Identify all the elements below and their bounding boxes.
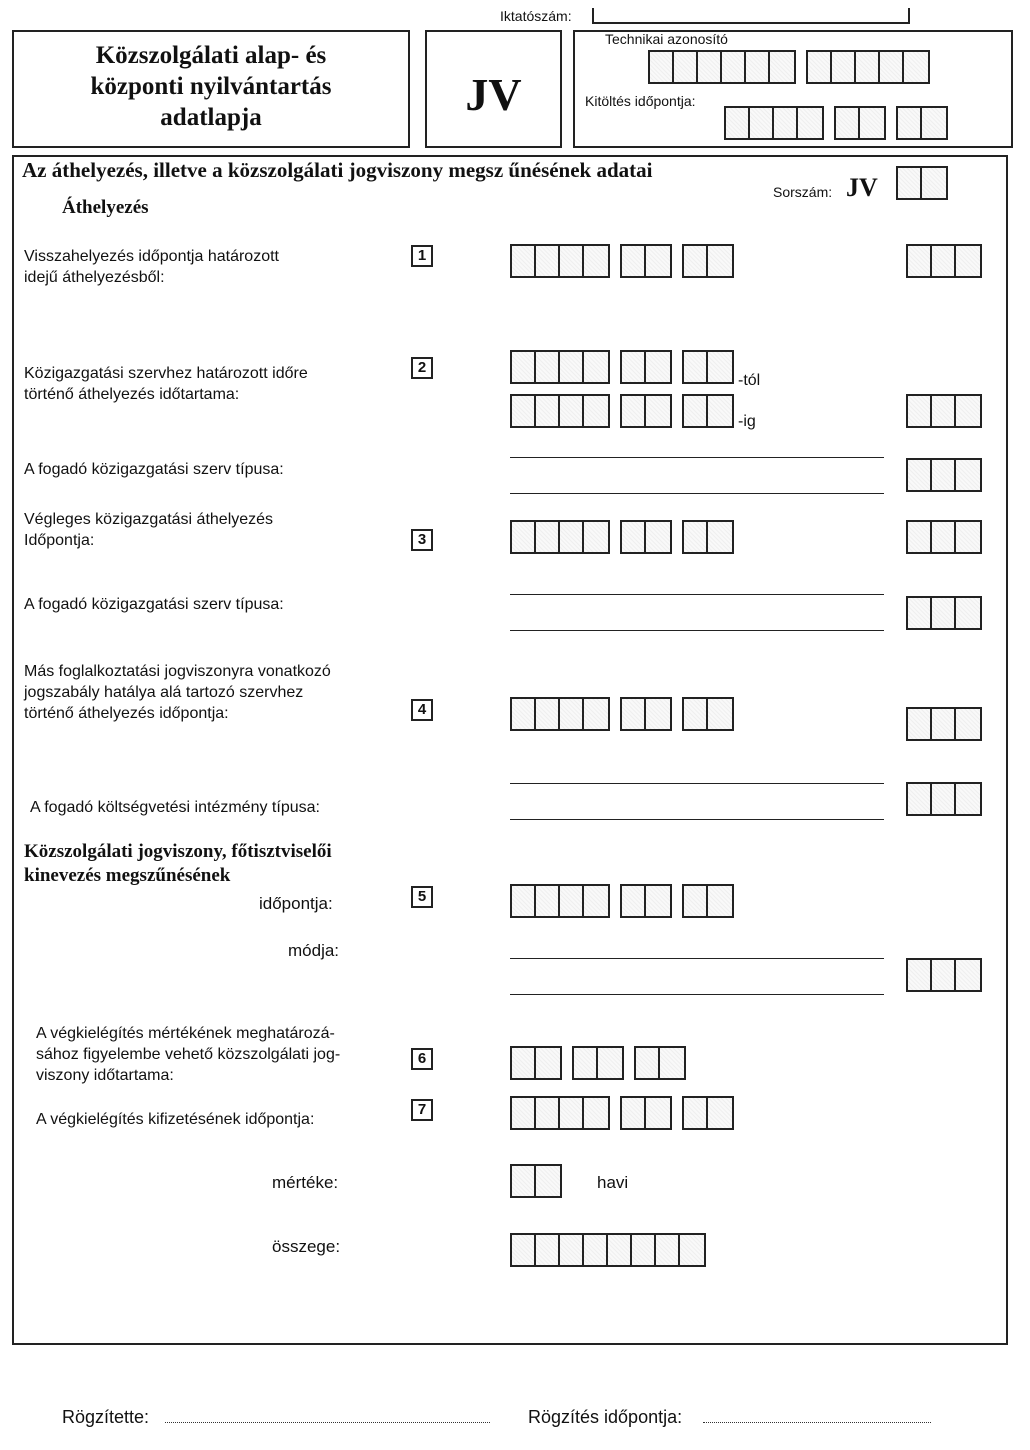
row4-code-cells[interactable] [906, 707, 982, 741]
row4-label-line3: történő áthelyezés időpontja: [24, 705, 229, 722]
row4-label-line2: jogszabály hatálya alá tartozó szervhez [24, 684, 304, 701]
tech-id-cells[interactable] [648, 50, 930, 84]
fogado2-line-bottom[interactable] [510, 630, 884, 631]
merteke-cells[interactable] [510, 1164, 562, 1198]
row2-label-line2: történő áthelyezés időtartama: [24, 386, 240, 403]
row2-from-cells[interactable] [510, 350, 734, 384]
fogado1-code-cells[interactable] [906, 458, 982, 492]
fogado1-label: A fogadó közigazgatási szerv típusa: [24, 461, 284, 478]
fogado2-code-cells[interactable] [906, 596, 982, 630]
fogado2-label: A fogadó közigazgatási szerv típusa: [24, 596, 284, 613]
form-title [12, 40, 410, 133]
row1-label-line1: Visszahelyezés időpontja határozott [24, 248, 279, 265]
fogado2-line-top[interactable] [510, 594, 884, 595]
row4-label-line1: Más foglalkoztatási jogviszonyra vonatkozó [24, 663, 331, 680]
fogado1-line-bottom[interactable] [510, 493, 884, 494]
row3-label-line1: Végleges közigazgatási áthelyezés [24, 511, 274, 528]
fill-date-cells[interactable] [724, 106, 948, 140]
row1-label [24, 246, 279, 288]
row6-label-line3: viszony időtartama: [36, 1067, 174, 1084]
sorszam-label: Sorszám: [773, 184, 833, 200]
modja-label: módja: [288, 941, 340, 960]
fogado3-label: A fogadó költségvetési intézmény típusa: [30, 799, 320, 816]
row4-number: 4 [411, 699, 433, 721]
row1-number: 1 [411, 245, 433, 267]
row4-label [24, 661, 331, 724]
rogzitette-label: Rögzítette: [62, 1407, 150, 1427]
idopontja-label: időpontja: [259, 894, 333, 913]
row7-label: A végkielégítés kifizetésének időpontja: [36, 1111, 315, 1128]
megszunes-title [24, 840, 332, 888]
row2-label-line1: Közigazgatási szervhez határozott időre [24, 365, 308, 382]
form-code: JV [465, 69, 522, 120]
rogzites-idopontja-field[interactable] [703, 1422, 931, 1423]
osszege-label: összege: [272, 1237, 341, 1256]
megszunes-title-line1: Közszolgálati jogviszony, főtisztviselői [24, 841, 332, 862]
fogado3-line-bottom[interactable] [510, 819, 884, 820]
row2-to-cells[interactable] [510, 394, 734, 428]
fogado3-line-top[interactable] [510, 783, 884, 784]
form-title-line2: központi nyilvántartás [90, 73, 332, 100]
osszege-cells[interactable] [510, 1233, 706, 1267]
row6-label-line1: A végkielégítés mértékének meghatározá- [36, 1025, 335, 1042]
modja-line-top[interactable] [510, 958, 884, 959]
row2-number: 2 [411, 357, 433, 379]
fogado3-code-cells[interactable] [906, 782, 982, 816]
rogzitette-field[interactable] [165, 1422, 490, 1423]
row1-date-cells[interactable] [510, 244, 734, 278]
row4-date-cells[interactable] [510, 697, 734, 731]
row6-number: 6 [411, 1048, 433, 1070]
havi-label: havi [597, 1173, 629, 1192]
row3-code-cells[interactable] [906, 520, 982, 554]
rogzites-idopontja-label: Rögzítés időpontja: [528, 1407, 683, 1427]
ig-label: -ig [738, 413, 756, 430]
megszunes-title-line2: kinevezés megszűnésének [24, 865, 231, 886]
row6-duration-cells[interactable] [510, 1046, 686, 1080]
tol-label: -tól [738, 372, 761, 389]
row5-number: 5 [411, 886, 433, 908]
tech-id-label: Technikai azonosító [605, 31, 728, 47]
section-title: Az áthelyezés, illetve a közszolgálati jogviszony megsz űnésének adatai [22, 158, 653, 182]
sorszam-code: JV [846, 173, 878, 202]
iktatoszam-field[interactable] [592, 8, 910, 24]
row5-date-cells[interactable] [510, 884, 734, 918]
fill-date-label: Kitöltés időpontja: [585, 93, 696, 109]
row1-label-line2: idejű áthelyezésből: [24, 269, 165, 286]
iktatoszam-label: Iktatószám: [500, 8, 572, 24]
row1-code-cells[interactable] [906, 244, 982, 278]
row6-label [36, 1023, 340, 1086]
row3-date-cells[interactable] [510, 520, 734, 554]
row2-label [24, 363, 308, 405]
row7-number: 7 [411, 1099, 433, 1121]
sorszam-cells[interactable] [896, 166, 948, 200]
row2-code-cells[interactable] [906, 394, 982, 428]
row3-label [24, 509, 273, 551]
form-title-line1: Közszolgálati alap- és [95, 42, 327, 69]
modja-line-bottom[interactable] [510, 994, 884, 995]
form-title-line3: adatlapja [160, 104, 262, 131]
row6-label-line2: sához figyelembe vehető közszolgálati jog- [36, 1046, 341, 1063]
row3-label-line2: Időpontja: [24, 532, 95, 549]
section-subtitle: Áthelyezés [62, 197, 149, 218]
modja-code-cells[interactable] [906, 958, 982, 992]
row7-date-cells[interactable] [510, 1096, 734, 1130]
merteke-label: mértéke: [272, 1173, 339, 1192]
row3-number: 3 [411, 529, 433, 551]
fogado1-line-top[interactable] [510, 457, 884, 458]
